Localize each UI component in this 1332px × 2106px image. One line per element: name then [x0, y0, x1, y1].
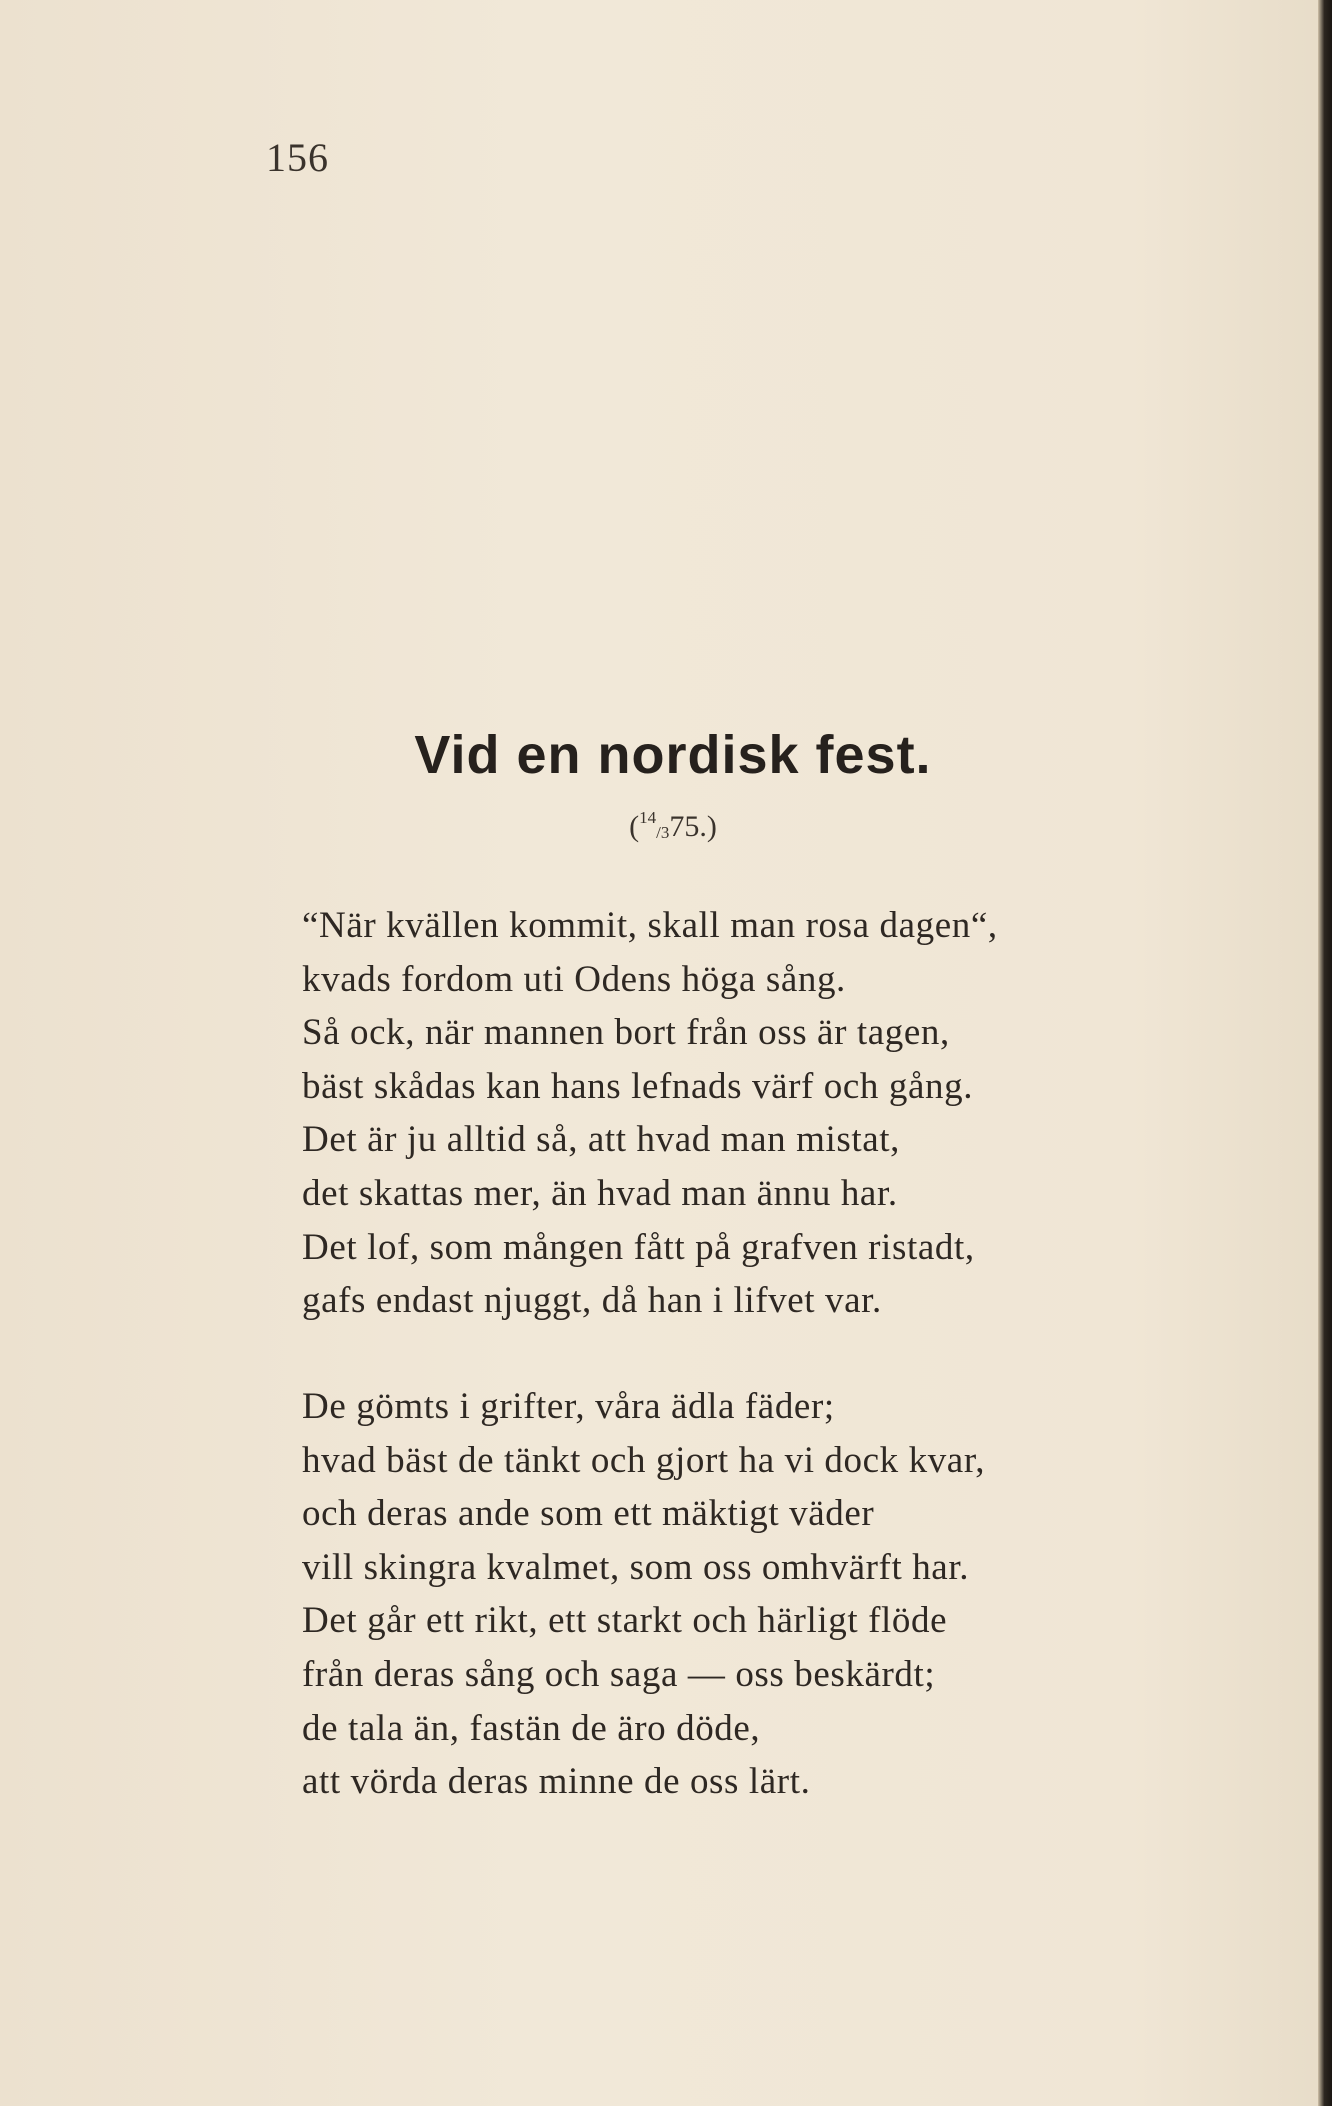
poem-date-open: ( [629, 810, 640, 843]
verse-line: kvads fordom uti Odens höga sång. [302, 958, 846, 1000]
page-edge-shadow [1318, 0, 1332, 2106]
poem-date-month: /3 [656, 823, 670, 842]
verse-line: Det är ju alltid så, att hvad man mistat, [302, 1119, 900, 1161]
verse-line: Det går ett rikt, ett starkt och härligt flöde [302, 1600, 948, 1642]
verse-line: gafs endast njuggt, då han i lifvet var. [302, 1280, 882, 1322]
verse-line: bäst skådas kan hans lefnads värf och gång. [302, 1065, 974, 1107]
page-number: 156 [266, 135, 329, 180]
poem-date-day: 14 [639, 808, 657, 827]
verse-line: och deras ande som ett mäktigt väder [302, 1493, 875, 1535]
verse-line: det skattas mer, än hvad man ännu har. [302, 1172, 898, 1214]
poem-date [0, 808, 1332, 844]
verse-line: hvad bäst de tänkt och gjort ha vi dock kvar, [302, 1439, 986, 1481]
verse-line: Så ock, när mannen bort från oss är tagen, [302, 1012, 950, 1054]
verse-line: vill skingra kvalmet, som oss omhvärft har. [302, 1546, 970, 1588]
poem-title: Vid en nordisk fest. [414, 725, 932, 785]
verse-line: “När kvällen kommit, skall man rosa dagen“, [302, 905, 998, 946]
verse-line: från deras sång och saga — oss beskärdt; [302, 1653, 936, 1695]
verse-line: att vörda deras minne de oss lärt. [302, 1761, 811, 1803]
stanza-2 [302, 1380, 1262, 1809]
stanza-1 [302, 899, 1262, 1328]
poem-date-year: 75.) [669, 810, 717, 843]
verse-line: de tala än, fastän de äro döde, [302, 1707, 761, 1749]
verse-line: Det lof, som mången fått på grafven ristadt, [302, 1226, 975, 1268]
verse-line: De gömts i grifter, våra ädla fäder; [302, 1386, 835, 1427]
